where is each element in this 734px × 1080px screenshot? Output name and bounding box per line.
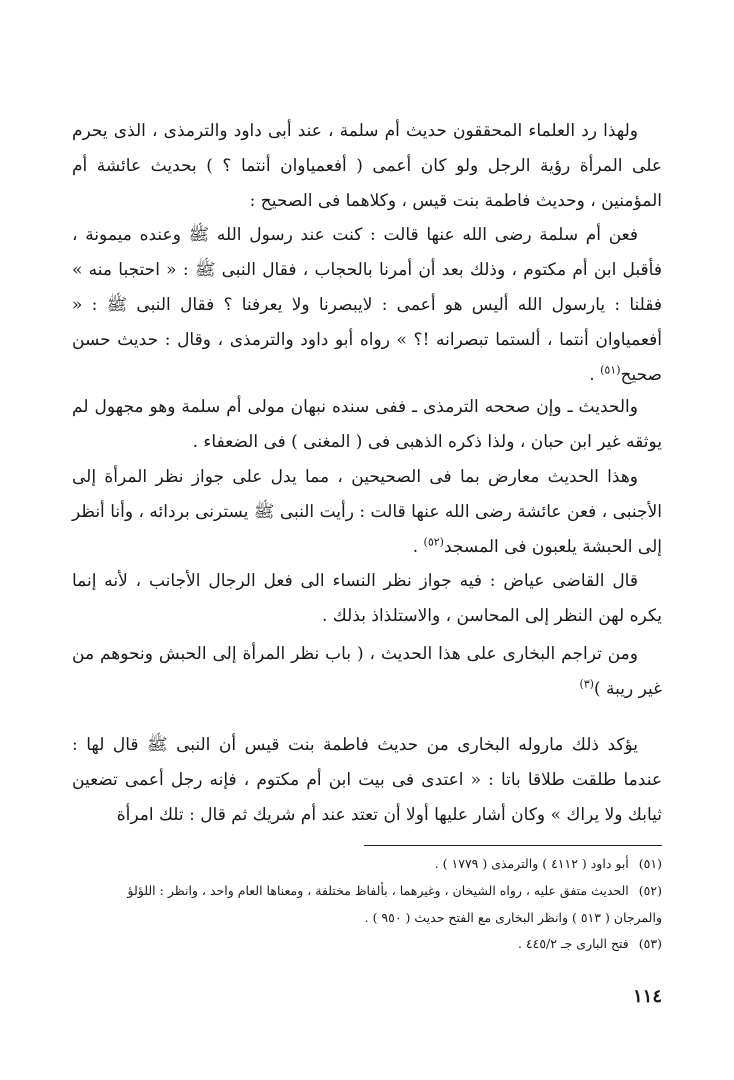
paragraph-4-text: وهذا الحديث معارض بما فى الصحيحين ، مما يدل على جواز نظر المرأة إلى الأجنبى ، فعن عائشة رضى الله عنها قالت : رأيت النبى ﷺ يسترنى بردائه ، وأنا أنظر إلى الحبشة يلعبون فى المسجد (72, 467, 662, 557)
footnote-53 (60, 932, 662, 955)
paragraph-7 (72, 728, 662, 833)
paragraph-6-text: ومن تراجم البخارى على هذا الحديث ، ( باب نظر المرأة إلى الحبش ونحوهم من غير ريبة ) (72, 644, 662, 699)
footnote-ref-53[interactable]: (٣) (579, 677, 594, 691)
paragraph-3 (72, 390, 662, 460)
paragraph-2-text: فعن أم سلمة رضى الله عنها قالت : كنت عند رسول الله ﷺ وعنده ميمونة ، فأقبل ابن أم مكتوم ، وذلك بعد أن أمرنا بالحجاب ، فقال النبى ﷺ : « احتجبا منه » فقلنا : يارسول الله أليس هو أعمى : لايبصرنا ولا يعرفنا ؟ فقال النبى ﷺ : « أفعمياوان أنتما ، ألستما تبصرانه !؟ » رواه أبو داود والترمذى ، وقال : حديث حسن صحيح (72, 225, 662, 385)
paragraph-5-text: قال القاضى عياض : فيه جواز نظر النساء الى فعل الرجال الأجانب ، لأنه إنما يكره لهن النظر إلى المحاسن ، والاستلذاذ بذلك . (72, 571, 662, 626)
footnote-51 (60, 852, 662, 875)
footnote-text-continued: والمرجان ( ٥١٣ ) وانظر البخارى مع الفتح حديث ( ٩٥٠ ) . (364, 910, 662, 925)
paragraph-6 (72, 637, 662, 707)
paragraph-2-end: . (589, 365, 601, 385)
paragraph-1 (72, 114, 662, 219)
footnote-number: (٥٢) (638, 883, 662, 898)
footnote-ref-52[interactable]: (٥٢) (423, 535, 444, 549)
paragraph-4 (72, 460, 662, 565)
footnote-text: فتح البارى جـ ٤٤٥/٢ . (517, 936, 629, 951)
footnote-52-continued (60, 906, 700, 929)
paragraph-2 (72, 218, 662, 393)
paragraph-1-text: ولهذا رد العلماء المحققون حديث أم سلمة ، عند أبى داود والترمذى ، الذى يحرم على المرأة رؤية الرجل ولو كان أعمى ( أفعمياوان أنتما ؟ ) بحديث عائشة أم المؤمنين ، وحديث فاطمة بنت قيس ، وكلاهما فى الصحيح : (72, 121, 662, 211)
page-number: ١١٤ (632, 986, 662, 1007)
footnote-text: الحديث متفق عليه ، رواه الشيخان ، وغيرهما ، بألفاظ مختلفة ، ومعناها العام واحد ، وانظر : اللؤلؤ (127, 883, 629, 898)
footnote-number: (٥٣) (638, 936, 662, 951)
paragraph-7-text: يؤكد ذلك ماروله البخارى من حديث فاطمة بنت قيس أن النبى ﷺ قال لها : عندما طلقت طلاقا باتا : « اعتدى فى بيت ابن أم مكتوم ، فإنه رجل أعمى تضعين ثيابك ولا يراك » وكان أشار عليها أولا أن تعتد عند أم شريك ثم قال : تلك امرأة (72, 735, 662, 825)
footnote-number: (٥١) (638, 856, 662, 871)
paragraph-3-text: والحديث ـ وإن صححه الترمذى ـ ففى سنده نبهان مولى أم سلمة وهو مجهول لم يوثقه غير ابن حبان ، ولذا ذكره الذهبى فى ( المغنى ) فى الضعفاء . (72, 397, 662, 452)
paragraph-4-end: . (412, 537, 424, 557)
footnote-ref-51[interactable]: (٥١) (600, 363, 621, 377)
footnote-divider (364, 845, 662, 846)
footnote-52 (60, 879, 662, 902)
paragraph-5 (72, 564, 662, 634)
footnote-text: أبو داود ( ٤١١٢ ) والترمذى ( ١٧٧٩ ) . (434, 856, 629, 871)
